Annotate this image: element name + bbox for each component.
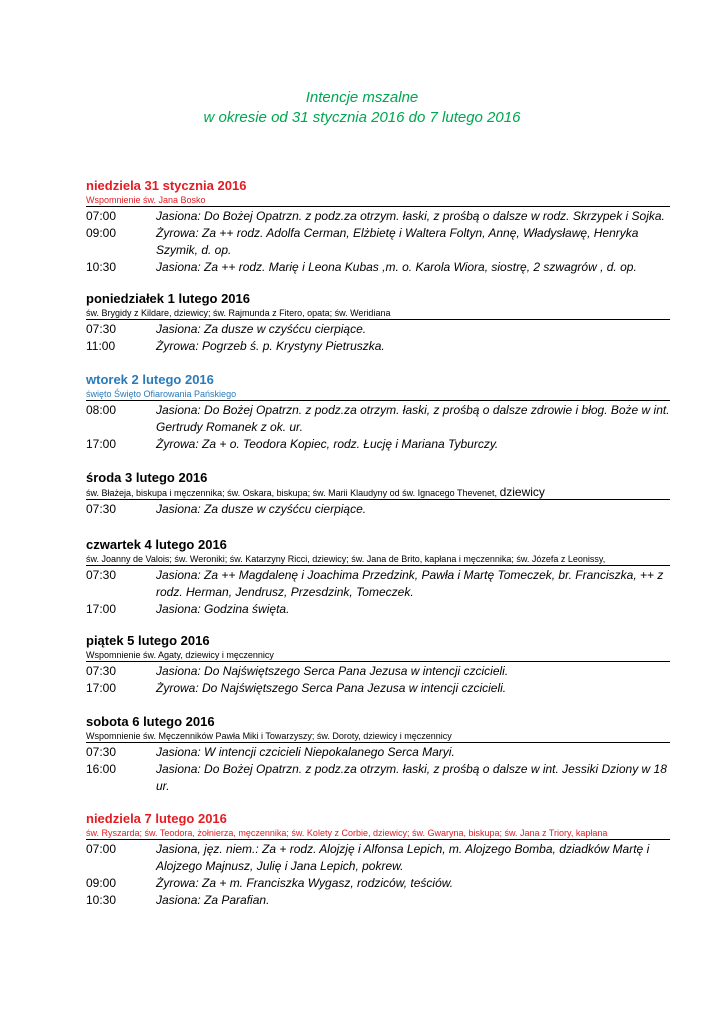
- mass-entry: [86, 875, 670, 892]
- day-subtitle: św. Ryszarda; św. Teodora, żołnierza, męczennika; św. Kolety z Corbie, dziewicy; św. Gwaryna, biskupa; św. Jana z Triory, kapłana: [86, 828, 608, 838]
- mass-intention: Jasiona: Za ++ rodz. Marię i Leona Kubas ,m. o. Karola Wiora, siostrę, 2 szwagrów , d. op.: [156, 260, 637, 274]
- divider: [86, 661, 670, 662]
- day-title: poniedziałek 1 lutego 2016: [86, 291, 250, 306]
- mass-time: 07:30: [86, 745, 117, 759]
- day-section: [86, 537, 670, 618]
- mass-intention: Jasiona: Do Bożej Opatrzn. z podz.za otrzym. łaski, z prośbą o dalsze w rodz. Skrzypek i Sojka.: [156, 209, 665, 223]
- day-subtitle: Wspomnienie św. Agaty, dziewicy i męczennicy: [86, 650, 274, 660]
- mass-time: 17:00: [86, 437, 117, 451]
- mass-intention: Żyrowa: Za + o. Teodora Kopiec, rodz. Łucję i Mariana Tyburczy.: [156, 437, 499, 451]
- mass-entry: [86, 501, 670, 518]
- mass-intention: Jasiona: Za ++ Magdalenę i Joachima Przedzink, Pawła i Martę Tomeczek, br. Franciszka, ++ z rodz. Herman, Jendrusz, Przesdzink, Tomeczek.: [156, 568, 664, 599]
- day-subtitle: Wspomnienie św. Męczenników Pawła Miki i Towarzyszy; św. Doroty, dziewicy i męczennicy: [86, 731, 452, 741]
- day-title: sobota 6 lutego 2016: [86, 714, 215, 729]
- day-title: wtorek 2 lutego 2016: [86, 372, 214, 387]
- day-subtitle: [86, 486, 670, 499]
- mass-entry: [86, 567, 670, 601]
- mass-entry: [86, 436, 670, 453]
- day-section: [86, 372, 670, 453]
- mass-entry: [86, 259, 670, 276]
- title-line-2: w okresie od 31 stycznia 2016 do 7 lutego 2016: [203, 109, 521, 126]
- mass-entry: [86, 338, 670, 355]
- mass-intention: Jasiona: Godzina święta.: [156, 602, 290, 616]
- divider: [86, 742, 670, 743]
- mass-intention: Żyrowa: Za + m. Franciszka Wygasz, rodziców, teściów.: [156, 876, 454, 890]
- day-subtitle-text: św. Błażeja, biskupa i męczennika; św. Oskara, biskupa; św. Marii Klaudyny od św. Ignacego Thevenet,: [86, 488, 498, 498]
- mass-time: 17:00: [86, 602, 117, 616]
- day-section: [86, 178, 670, 276]
- mass-time: 07:30: [86, 502, 117, 516]
- mass-time: 09:00: [86, 226, 117, 240]
- mass-time: 09:00: [86, 876, 117, 890]
- divider: [86, 565, 670, 566]
- day-title: niedziela 31 stycznia 2016: [86, 178, 247, 193]
- mass-time: 16:00: [86, 762, 117, 776]
- day-section: [86, 714, 670, 795]
- divider: [86, 839, 670, 840]
- mass-intention: Żyrowa: Do Najświętszego Serca Pana Jezusa w intencji czcicieli.: [156, 681, 507, 695]
- document-title: [0, 88, 724, 128]
- mass-entry: [86, 208, 670, 225]
- day-subtitle-extra: dziewicy: [499, 486, 545, 499]
- day-subtitle: Wspomnienie św. Jana Bosko: [86, 195, 206, 205]
- day-title: czwartek 4 lutego 2016: [86, 537, 227, 552]
- day-section: [86, 470, 670, 518]
- day-section: [86, 811, 670, 909]
- mass-intention: Jasiona, jęz. niem.: Za + rodz. Alojzję i Alfonsa Lepich, m. Alojzego Bomba, dziadków Martę i Alojzego Majnusz, Julię i Jana Lepich, pokrew.: [156, 842, 650, 873]
- mass-entry: [86, 601, 670, 618]
- mass-intention: Żyrowa: Za ++ rodz. Adolfa Cerman, Elżbietę i Waltera Foltyn, Annę, Władysławę, Henryka Szymik, d. op.: [156, 226, 639, 257]
- mass-entry: [86, 321, 670, 338]
- mass-intention: Jasiona: W intencji czcicieli Niepokalanego Serca Maryi.: [156, 745, 455, 759]
- mass-time: 07:30: [86, 568, 117, 582]
- day-title: niedziela 7 lutego 2016: [86, 811, 227, 826]
- day-subtitle: św. Joanny de Valois; św. Weroniki; św. Katarzyny Ricci, dziewicy; św. Jana de Brito, kapłana i męczennika; św. Józefa z Leonissy,: [86, 554, 606, 564]
- mass-time: 07:30: [86, 322, 117, 336]
- mass-intention: Jasiona: Do Bożej Opatrzn. z podz.za otrzym. łaski, z prośbą o dalsze w int. Jessiki Dziony w 18 ur.: [156, 762, 667, 793]
- day-section: [86, 633, 670, 697]
- day-section: [86, 291, 670, 355]
- mass-intention: Jasiona: Do Bożej Opatrzn. z podz.za otrzym. łaski, z prośbą o dalsze zdrowie i błog. Boże w int. Gertrudy Romanek z ok. ur.: [156, 403, 670, 434]
- divider: [86, 499, 670, 500]
- mass-entry: [86, 225, 670, 259]
- mass-entry: [86, 680, 670, 697]
- mass-entry: [86, 761, 670, 795]
- mass-entry: [86, 744, 670, 761]
- mass-intention: Jasiona: Za dusze w czyśćcu cierpiące.: [156, 322, 367, 336]
- mass-entry: [86, 892, 670, 909]
- mass-time: 10:30: [86, 893, 117, 907]
- divider: [86, 206, 670, 207]
- mass-intention: Jasiona: Za dusze w czyśćcu cierpiące.: [156, 502, 367, 516]
- day-subtitle: święto Święto Ofiarowania Pańskiego: [86, 389, 237, 399]
- mass-intention: Jasiona: Do Najświętszego Serca Pana Jezusa w intencji czcicieli.: [156, 664, 509, 678]
- day-title: środa 3 lutego 2016: [86, 470, 208, 485]
- mass-time: 07:00: [86, 842, 117, 856]
- mass-time: 07:30: [86, 664, 117, 678]
- mass-intention: Żyrowa: Pogrzeb ś. p. Krystyny Pietruszka.: [156, 339, 385, 353]
- mass-entry: [86, 841, 670, 875]
- divider: [86, 400, 670, 401]
- mass-time: 07:00: [86, 209, 117, 223]
- mass-time: 11:00: [86, 339, 116, 353]
- divider: [86, 319, 670, 320]
- day-subtitle: św. Brygidy z Kildare, dziewicy; św. Rajmunda z Fitero, opata; św. Weridiana: [86, 308, 391, 318]
- mass-time: 08:00: [86, 403, 117, 417]
- mass-entry: [86, 663, 670, 680]
- mass-intention: Jasiona: Za Parafian.: [156, 893, 270, 907]
- day-title: piątek 5 lutego 2016: [86, 633, 210, 648]
- mass-time: 10:30: [86, 260, 117, 274]
- title-line-1: Intencje mszalne: [305, 89, 419, 106]
- mass-entry: [86, 402, 670, 436]
- mass-time: 17:00: [86, 681, 117, 695]
